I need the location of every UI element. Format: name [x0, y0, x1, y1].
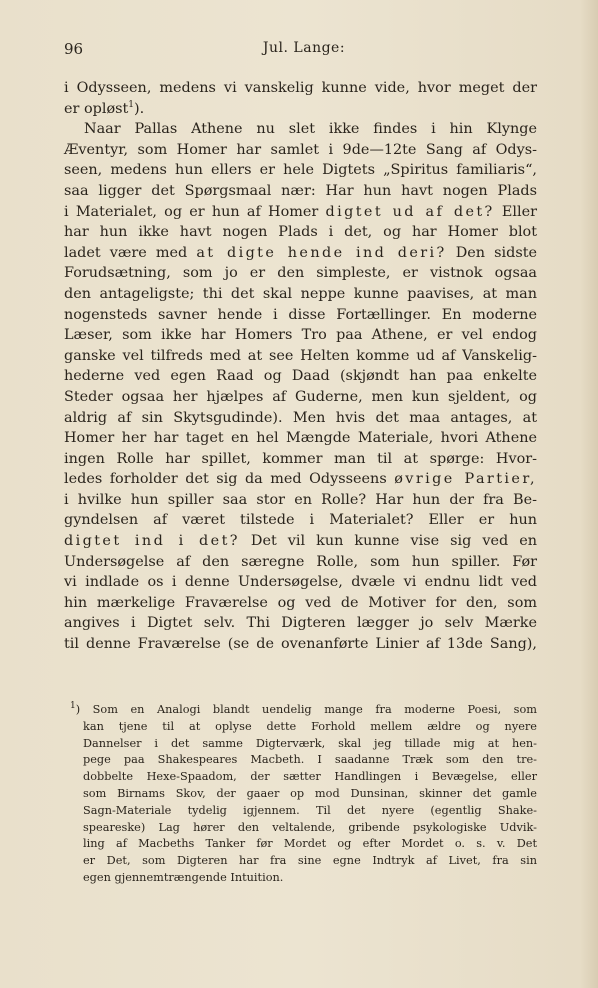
text-line: ledes forholder det sig da med Odysseens øvrige Partier, — [64, 471, 537, 488]
footnote-line: pege paa Shakespeares Macbeth. I saadanne Træk som den tre- — [83, 753, 537, 767]
footnote-line: dobbelte Hexe-Spaadom, der sætter Handlingen i Bevægelse, eller — [83, 770, 537, 784]
text-line: Undersøgelse af den særegne Rolle, som hun spiller. Før — [64, 553, 537, 570]
spaced-emphasis: øvrige Partier, — [394, 471, 537, 488]
footnote-line: Dannelser i det samme Digterværk, skal jeg tillade mig at hen- — [83, 736, 537, 750]
text-line: ingen Rolle har spillet, kommer man til at spørge: Hvor- — [64, 450, 537, 467]
text-line: i Materialet, og er hun af Homer digtet ud af det? Eller — [64, 203, 537, 220]
text-line: ganske vel tilfreds med at see Helten komme ud af Vanskelig- — [64, 347, 537, 364]
text-line: gyndelsen af været tilstede i Materialet? Eller er hun — [64, 512, 537, 529]
spaced-emphasis: at digte hende ind deri? — [196, 244, 447, 261]
text-line: den antageligste; thi det skal neppe kunne paavises, at man — [64, 285, 537, 302]
footnote-line: er Det, som Digteren har fra sine egne Indtryk af Livet, fra sin — [83, 854, 537, 868]
running-head: Jul. Lange: — [262, 40, 346, 56]
text-line: Steder ogsaa her hjælpes af Guderne, men kun sjeldent, og — [64, 388, 537, 405]
text-line: i Odysseen, medens vi vanskelig kunne vide, hvor meget der — [64, 80, 537, 96]
footnote-line: speareske) Lag hører den veltalende, gribende psykologiske Udvik- — [83, 820, 537, 834]
text-line: Homer her har taget en hel Mængde Materiale, hvori Athene — [64, 430, 537, 447]
footnote-line: egen gjennemtrængende Intuition. — [83, 870, 284, 884]
text-line: Læser, som ikke har Homers Tro paa Athene, er vel endog — [64, 327, 537, 344]
text-line: vi indlade os i denne Undersøgelse, dvæle vi endnu lidt ved — [64, 574, 537, 591]
text-line: hederne ved egen Raad og Daad (skjøndt han paa enkelte — [64, 368, 537, 385]
text-line: digtet ind i det? Det vil kun kunne vise sig ved en — [64, 533, 538, 550]
footnote-line: kan tjene til at oplyse dette Forhold mellem ældre og nyere — [83, 719, 537, 733]
text-line: ladet være med at digte hende ind deri? Den sidste — [64, 244, 538, 261]
footnote-line: $^1$) Som en Analogi blandt uendelig mange fra moderne Poesi, som — [70, 701, 537, 716]
text-line: angives i Digtet selv. Thi Digteren lægger jo selv Mærke — [64, 615, 537, 632]
footnote-line: Sagn-Materiale tydelig igjennem. Til det nyere (egentlig Shake- — [83, 803, 537, 817]
text-line: Æventyr, som Homer har samlet i 9de—12te Sang af Odys- — [64, 141, 537, 158]
text-line: Naar Pallas Athene nu slet ikke findes i hin Klynge — [84, 121, 537, 138]
main-text — [64, 78, 537, 655]
text-line: nogensteds savner hende i disse Fortællinger. En moderne — [64, 306, 537, 323]
text-line: seen, medens hun ellers er hele Digtets „Spiritus familiaris“, — [64, 162, 537, 179]
text-line: Forudsætning, som jo er den simpleste, er vistnok ogsaa — [64, 265, 537, 282]
text-line: til denne Fraværelse (se de ovenanførte Linier af 13de Sang), — [64, 636, 537, 653]
footnote-reference: 1 — [128, 99, 135, 110]
text-line: har hun ikke havt nogen Plads i det, og har Homer blot — [64, 224, 537, 241]
text-line: hin mærkelige Fraværelse og ved de Motiver for den, som — [64, 594, 537, 611]
text-line: er opløst$^1$). — [64, 99, 145, 117]
footnote-line: ling af Macbeths Tanker før Mordet og efter Mordet o. s. v. Det — [83, 837, 537, 851]
page-number: 96 — [64, 40, 84, 58]
spaced-emphasis: digtet ind i det? — [64, 533, 240, 550]
footnote — [64, 702, 537, 887]
text-line: i hvilke hun spiller saa stor en Rolle? Har hun der fra Be- — [64, 491, 537, 508]
page-header — [64, 40, 544, 64]
footnote-marker: 1 — [70, 701, 76, 712]
text-line: aldrig af sin Skytsgudinde). Men hvis det maa antages, at — [64, 409, 537, 426]
spaced-emphasis: digtet ud af det? — [325, 203, 495, 220]
footnote-line: som Birnams Skov, der gaaer op mod Dunsinan, skinner det gamle — [83, 786, 537, 800]
text-line: saa ligger det Spørgsmaal nær: Har hun havt nogen Plads — [64, 182, 537, 199]
